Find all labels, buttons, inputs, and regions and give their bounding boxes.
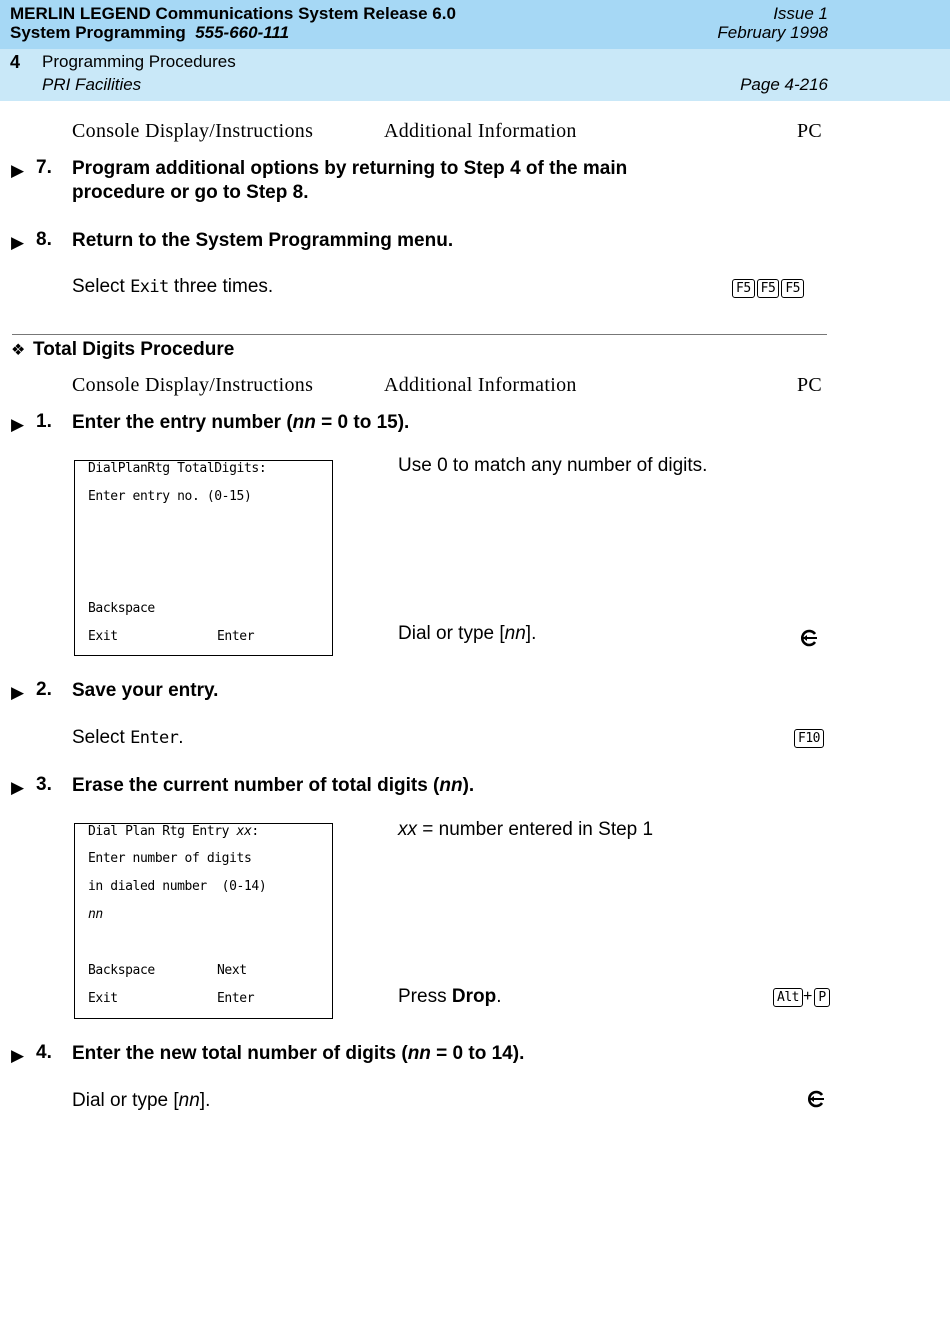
pc-keys	[792, 729, 824, 748]
pc-keys	[771, 988, 830, 1007]
step-8-instruction	[72, 276, 273, 298]
page-number: Page 4-216	[740, 75, 828, 94]
variable-nn: nn	[178, 1090, 200, 1111]
step-2-instruction	[72, 727, 184, 749]
screen-text: Dial Plan Rtg Entry	[88, 824, 237, 839]
column-header-pc: PC	[797, 374, 823, 396]
step-number: 2.	[36, 679, 52, 700]
step-text: = 0 to 15).	[315, 412, 410, 433]
function-key-f5: F5	[757, 279, 780, 298]
variable-xx: xx	[236, 824, 252, 839]
section-divider	[12, 334, 827, 335]
step-3-text	[72, 774, 474, 798]
screen-line-2: Enter number of digits	[88, 851, 252, 866]
screen-text: :	[251, 824, 259, 839]
step-1-info: Use 0 to match any number of digits.	[398, 455, 708, 476]
step-8-text: Return to the System Programming menu.	[72, 230, 454, 251]
console-display-screen	[74, 460, 333, 656]
instruction-text: Select	[72, 727, 131, 748]
step-arrow-icon: ▶	[11, 233, 25, 252]
action-text: Dial or type [	[72, 1090, 179, 1111]
action-text: ].	[525, 623, 537, 644]
step-arrow-icon: ▶	[11, 1046, 25, 1065]
screen-line-3: in dialed number (0-14)	[88, 879, 267, 894]
header-subtitle	[10, 23, 289, 43]
diamond-bullet-icon: ❖	[11, 342, 26, 359]
action-text: Press	[398, 986, 452, 1007]
header-title: MERLIN LEGEND Communications System Release 6.0	[10, 4, 456, 23]
variable-nn: nn	[504, 623, 526, 644]
function-key-f10: F10	[794, 729, 824, 748]
column-header-console: Console Display/Instructions	[72, 120, 314, 142]
dial-return-icon	[799, 628, 819, 653]
step-4-text	[72, 1042, 524, 1066]
step-2-text: Save your entry.	[72, 680, 219, 701]
action-text: ].	[199, 1090, 211, 1111]
info-text: = number entered in Step 1	[417, 819, 654, 840]
dial-return-icon	[806, 1089, 826, 1114]
softkey-label: Enter	[130, 728, 179, 748]
column-header-pc: PC	[797, 120, 823, 142]
instruction-text: Select	[72, 276, 131, 297]
function-key-f5: F5	[781, 279, 804, 298]
step-text: = 0 to 14).	[430, 1043, 525, 1064]
softkey-exit: Exit	[88, 629, 118, 644]
variable-nn: nn	[292, 412, 316, 433]
softkey-exit: Exit	[88, 991, 118, 1006]
screen-line-1: DialPlanRtg TotalDigits:	[88, 461, 267, 476]
header-doc-number: 555-660-111	[195, 23, 290, 42]
function-key-f5: F5	[732, 279, 755, 298]
console-display-screen	[74, 823, 333, 1019]
step-number: 7.	[36, 157, 52, 178]
step-number: 1.	[36, 411, 52, 432]
alt-key: Alt	[773, 988, 803, 1007]
step-7-text-line2: procedure or go to Step 8.	[72, 182, 309, 203]
step-text: Enter the new total number of digits (	[72, 1043, 408, 1064]
instruction-text: three times.	[168, 276, 274, 297]
procedure-title: Total Digits Procedure	[33, 339, 235, 360]
column-header-info: Additional Information	[384, 120, 577, 142]
chapter-title: Programming Procedures	[42, 52, 236, 71]
step-arrow-icon: ▶	[11, 778, 25, 797]
step-text: ).	[462, 775, 475, 796]
column-header-info: Additional Information	[384, 374, 577, 396]
pc-keys	[730, 279, 804, 298]
softkey-enter: Enter	[217, 629, 255, 644]
step-3-info	[398, 819, 653, 841]
step-1-text	[72, 411, 409, 435]
step-1-action	[398, 623, 536, 645]
step-4-action	[72, 1090, 210, 1112]
column-header-console: Console Display/Instructions	[72, 374, 314, 396]
drop-button-label: Drop	[451, 986, 497, 1007]
action-text: Dial or type [	[398, 623, 505, 644]
screen-line-1	[88, 824, 259, 839]
step-7-text-line1: Program additional options by returning to Step 4 of the main	[72, 158, 628, 179]
step-arrow-icon: ▶	[11, 415, 25, 434]
step-number: 3.	[36, 774, 52, 795]
section-title: PRI Facilities	[42, 75, 142, 94]
variable-nn: nn	[407, 1043, 431, 1064]
step-text: Enter the entry number (	[72, 412, 293, 433]
variable-xx: xx	[398, 819, 417, 840]
step-arrow-icon: ▶	[11, 683, 25, 702]
plus-sign: +	[802, 988, 813, 1005]
header-issue: Issue 1	[773, 4, 828, 23]
screen-line-2: Enter entry no. (0-15)	[88, 489, 252, 504]
softkey-enter: Enter	[217, 991, 255, 1006]
softkey-next: Next	[217, 963, 247, 978]
instruction-text: .	[178, 727, 184, 748]
variable-nn: nn	[439, 775, 463, 796]
chapter-number: 4	[10, 52, 21, 72]
softkey-label: Exit	[130, 277, 169, 297]
header-date: February 1998	[717, 23, 828, 42]
header-book-title: System Programming	[10, 23, 186, 42]
step-number: 4.	[36, 1042, 52, 1063]
step-3-action	[398, 986, 501, 1008]
p-key: P	[814, 988, 829, 1007]
softkey-backspace: Backspace	[88, 963, 155, 978]
screen-line-4: nn	[88, 907, 103, 922]
step-arrow-icon: ▶	[11, 161, 25, 180]
step-text: Erase the current number of total digits (	[72, 775, 440, 796]
action-text: .	[496, 986, 502, 1007]
step-number: 8.	[36, 229, 52, 250]
softkey-backspace: Backspace	[88, 601, 155, 616]
